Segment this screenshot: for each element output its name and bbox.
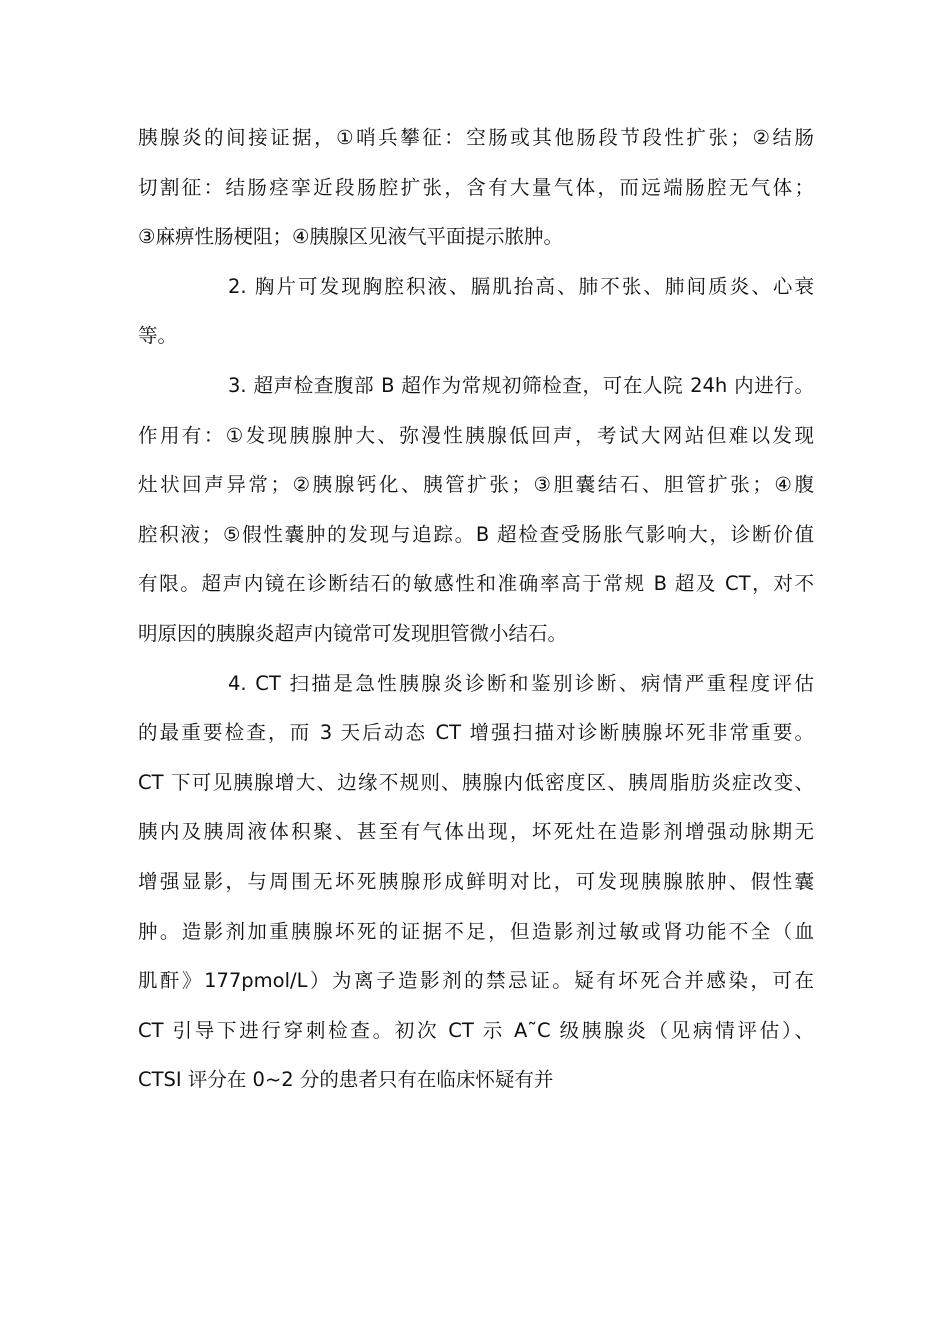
text-line: ③麻痹性肠梗阻；④胰腺区见液气平面提示脓肿。 [138, 225, 563, 249]
text-line: 明原因的胰腺炎超声内镜常可发现胆管微小结石。 [138, 621, 568, 645]
text-line: 胰腺炎的间接证据，①哨兵攀征：空肠或其他肠段节段性扩张；②结肠 [138, 126, 814, 149]
text-line: 2. 胸片可发现胸腔积液、膈肌抬高、肺不张、肺间质炎、心衰 [228, 274, 814, 298]
text-line: 切割征：结肠痉挛近段肠腔扩张，含有大量气体，而远端肠腔无气体； [138, 175, 814, 199]
text-line: 4. CT 扫描是急性胰腺炎诊断和鉴别诊断、病情严重程度评估 [228, 671, 814, 695]
text-line: 肿。造影剂加重胰腺坏死的证据不足，但造影剂过敏或肾功能不全（血 [138, 919, 814, 943]
text-line: 等。 [138, 324, 178, 348]
text-line: 胰内及胰周液体积聚、甚至有气体出现，坏死灶在造影剂增强动脉期无 [138, 820, 814, 844]
text-line: 作用有：①发现胰腺肿大、弥漫性胰腺低回声，考试大网站但难以发现 [138, 423, 814, 447]
text-line: 灶状回声异常；②胰腺钙化、胰管扩张；③胆囊结石、胆管扩张；④腹 [138, 473, 814, 497]
text-line: CT 引导下进行穿刺检查。初次 CT 示 A˜C 级胰腺炎（见病情评估）、 [138, 1018, 814, 1042]
text-line: 3. 超声检查腹部 B 超作为常规初筛检查，可在人院 24h 内进行。 [228, 373, 814, 397]
text-line: 的最重要检查，而 3 天后动态 CT 增强扫描对诊断胰腺坏死非常重要。 [138, 721, 814, 745]
document-body [138, 113, 814, 1105]
text-line: 肌酐》177pmol/L）为离子造影剂的禁忌证。疑有坏死合并感染，可在 [138, 969, 814, 993]
text-line: 有限。超声内镜在诊断结石的敏感性和准确率高于常规 B 超及 CT，对不 [138, 572, 814, 596]
text-line: CTSI 评分在 0~2 分的患者只有在临床怀疑有并 [138, 1068, 554, 1092]
text-line: 腔积液；⑤假性囊肿的发现与追踪。B 超检查受肠胀气影响大，诊断价值 [138, 522, 814, 546]
text-line: 增强显影，与周围无坏死胰腺形成鲜明对比，可发现胰腺脓肿、假性囊 [138, 869, 814, 893]
text-line: CT 下可见胰腺增大、边缘不规则、胰腺内低密度区、胰周脂肪炎症改变、 [138, 770, 814, 794]
